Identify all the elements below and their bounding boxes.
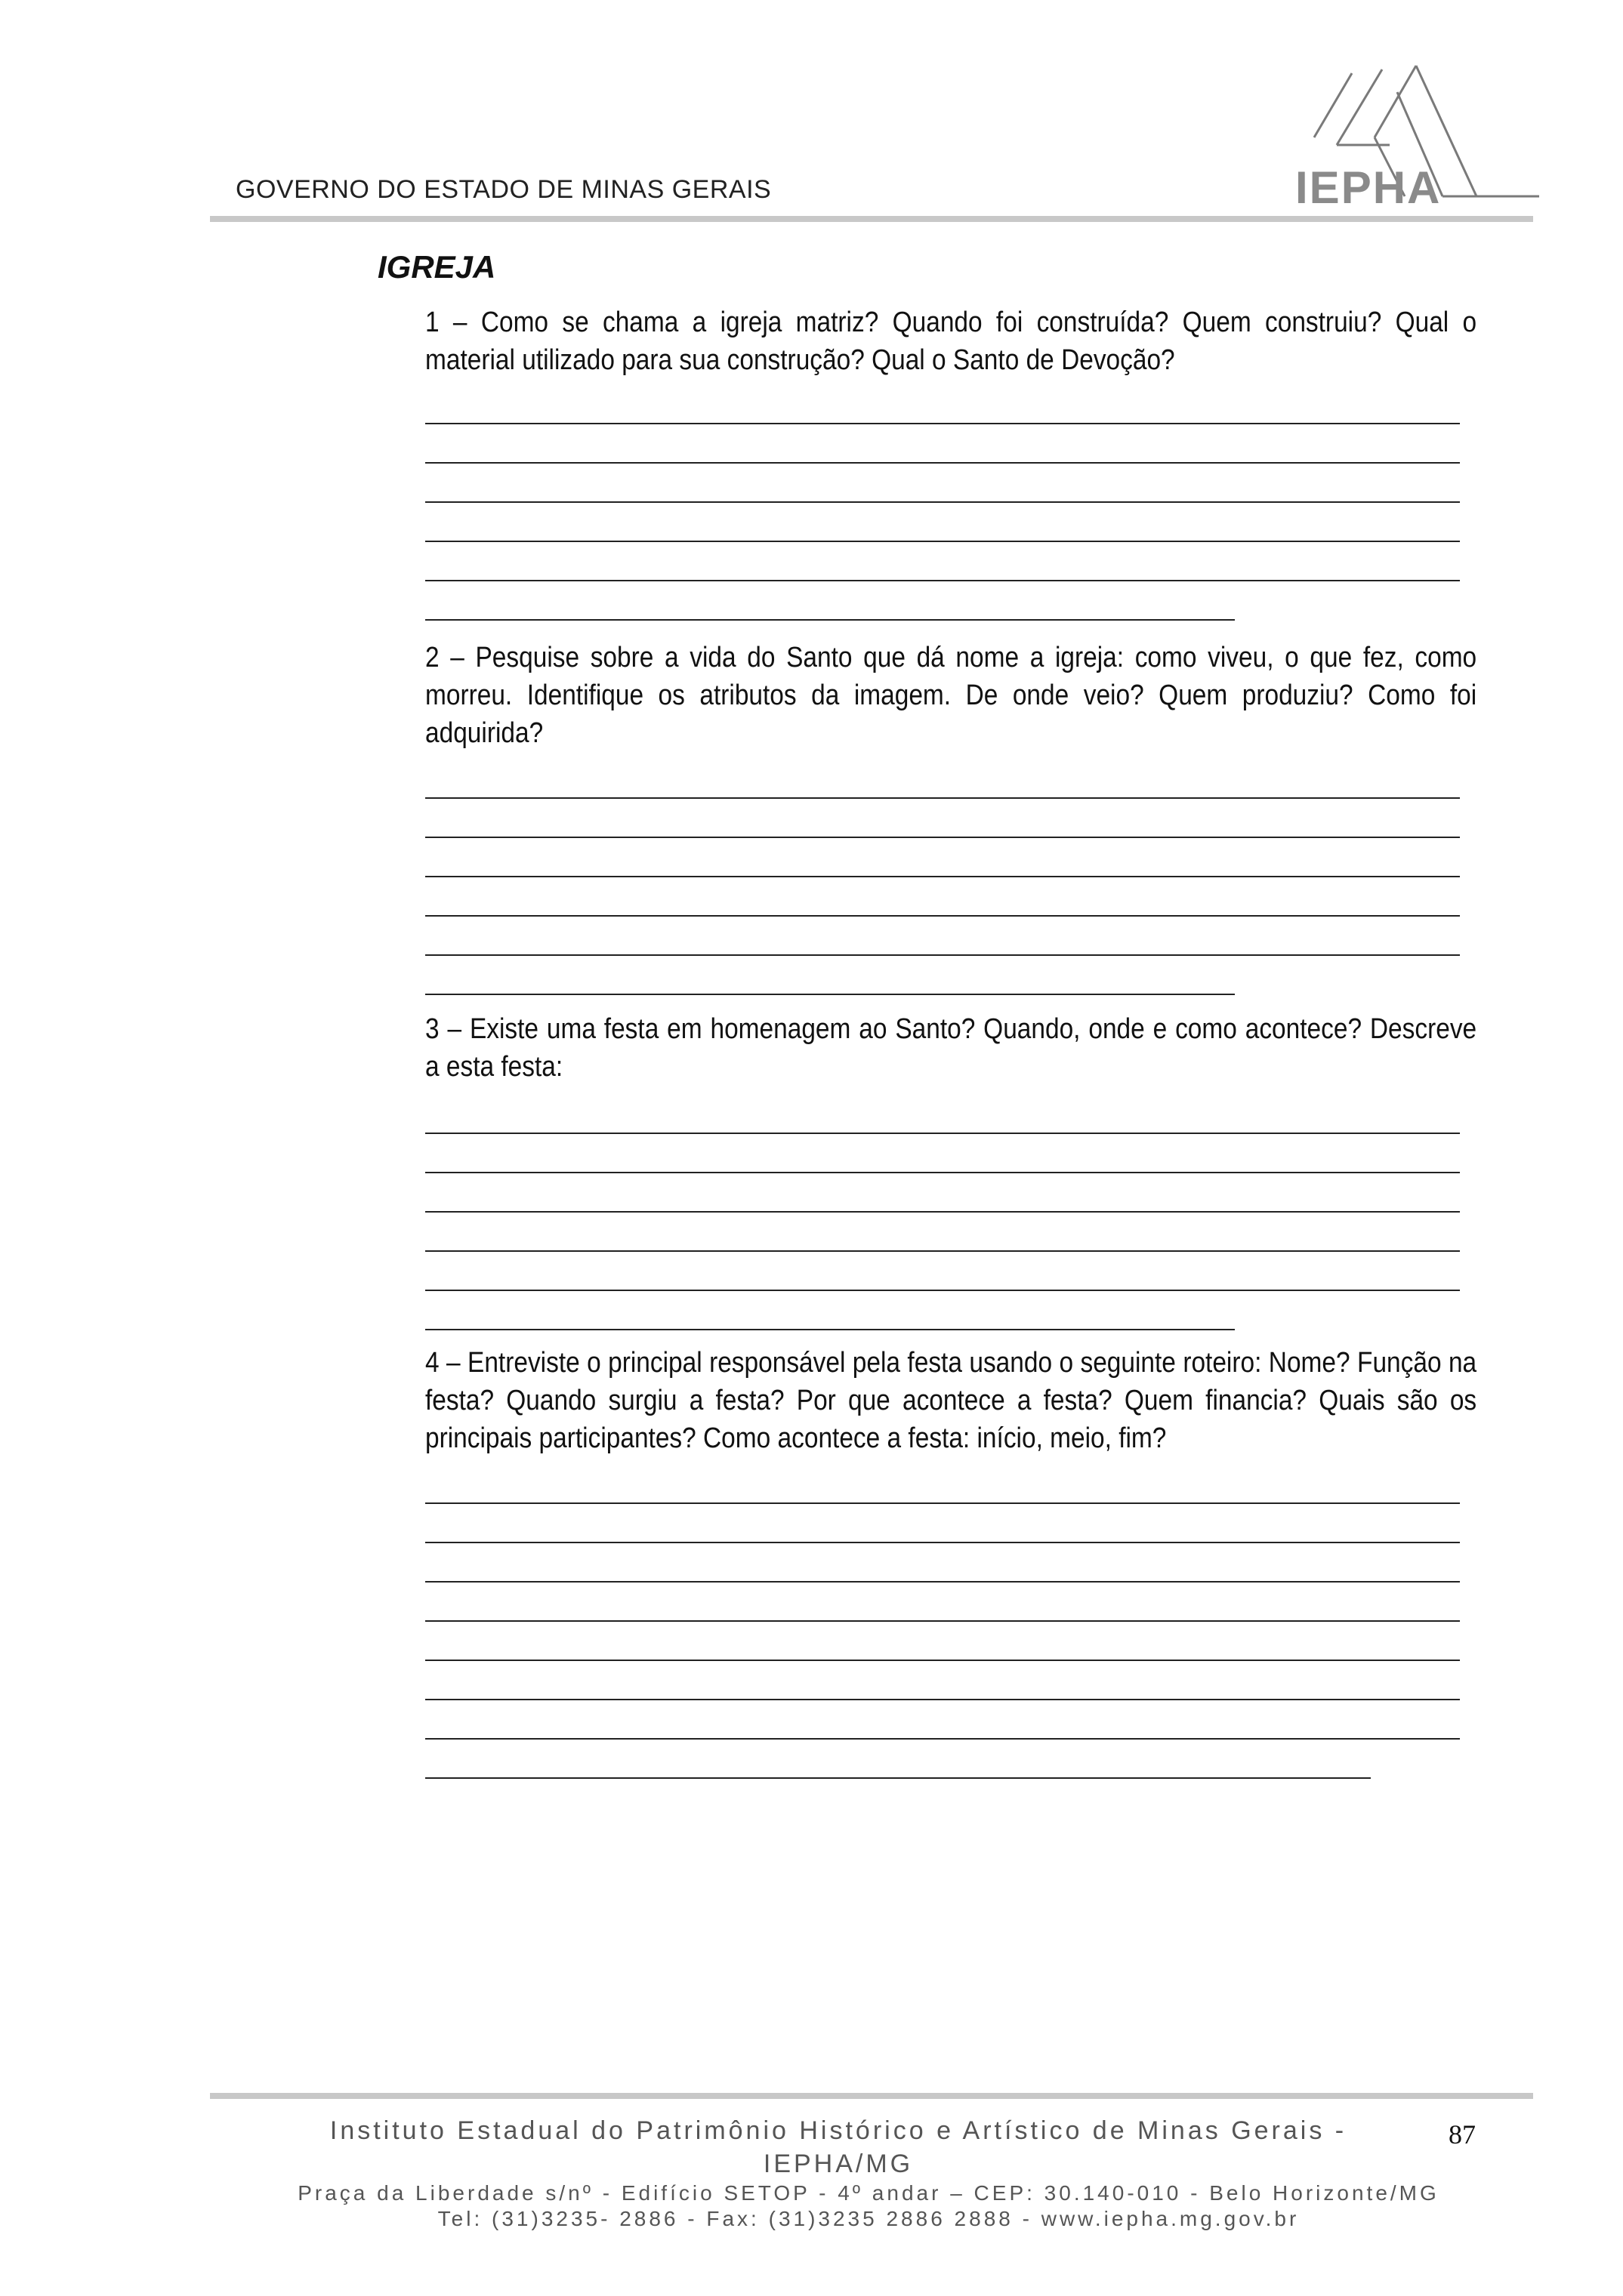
question-2: 2 – Pesquise sobre a vida do Santo que dá nome a igreja: como viveu, o que fez, como morreu. Identifique os atributos da imagem. De onde veio? Quem produziu? Como foi adquirida? <box>425 642 1477 749</box>
answer-line[interactable] <box>425 580 1460 581</box>
question-4: 4 – Entreviste o principal responsável pela festa usando o seguinte roteiro: Nome? Função na festa? Quando surgiu a festa? Por que acontece a festa? Quem financia? Quais são os principais participantes? Como acontece a festa: início, meio, fim? <box>425 1347 1477 1454</box>
answer-line[interactable] <box>425 462 1460 464</box>
question-3: 3 – Existe uma festa em homenagem ao Santo? Quando, onde e como acontece? Descreve a esta festa: <box>425 1013 1477 1083</box>
answer-line[interactable] <box>425 1250 1460 1252</box>
answer-line[interactable] <box>425 1172 1460 1173</box>
answer-line[interactable] <box>425 1738 1460 1740</box>
answer-line[interactable] <box>425 1290 1460 1291</box>
answer-line[interactable] <box>425 1660 1460 1661</box>
answer-line[interactable] <box>425 1581 1460 1583</box>
answer-line[interactable] <box>425 1620 1460 1622</box>
answer-line[interactable] <box>425 541 1460 542</box>
answer-line[interactable] <box>425 837 1460 838</box>
footer-contact: Tel: (31)3235- 2886 - Fax: (31)3235 2886 2888 - www.iepha.mg.gov.br <box>437 2207 1300 2230</box>
header-title: GOVERNO DO ESTADO DE MINAS GERAIS <box>236 175 772 204</box>
footer-address: Praça da Liberdade s/nº - Edifício SETOP - 4º andar – CEP: 30.140-010 - Belo Horizonte/MG <box>298 2181 1439 2205</box>
answer-line[interactable] <box>425 1502 1460 1504</box>
section-title: IGREJA <box>378 249 496 285</box>
page-number: 87 <box>1449 2119 1476 2150</box>
answer-line[interactable] <box>425 1329 1235 1330</box>
logo-text: IEPHA <box>1295 162 1442 213</box>
answer-line[interactable] <box>425 994 1235 995</box>
question-1: 1 – Como se chama a igreja matriz? Quando foi construída? Quem construiu? Qual o material utilizado para sua construção? Qual o Santo de Devoção? <box>425 307 1477 376</box>
answer-line[interactable] <box>425 915 1460 917</box>
footer-address-block <box>227 2180 1510 2232</box>
footer-institution: Instituto Estadual do Patrimônio Histórico e Artístico de Minas Gerais - IEPHA/MG <box>329 2116 1347 2178</box>
answer-line[interactable] <box>425 797 1460 799</box>
answer-line[interactable] <box>425 501 1460 503</box>
answer-line[interactable] <box>425 1777 1371 1779</box>
answer-line[interactable] <box>425 619 1235 621</box>
answer-line[interactable] <box>425 954 1460 956</box>
answer-line[interactable] <box>425 876 1460 877</box>
answer-line[interactable] <box>425 1133 1460 1134</box>
header-rule <box>210 216 1533 222</box>
answer-line[interactable] <box>425 1542 1460 1543</box>
answer-line[interactable] <box>425 423 1460 424</box>
answer-line[interactable] <box>425 1211 1460 1213</box>
answer-line[interactable] <box>425 1699 1460 1700</box>
footer-rule <box>210 2093 1533 2099</box>
